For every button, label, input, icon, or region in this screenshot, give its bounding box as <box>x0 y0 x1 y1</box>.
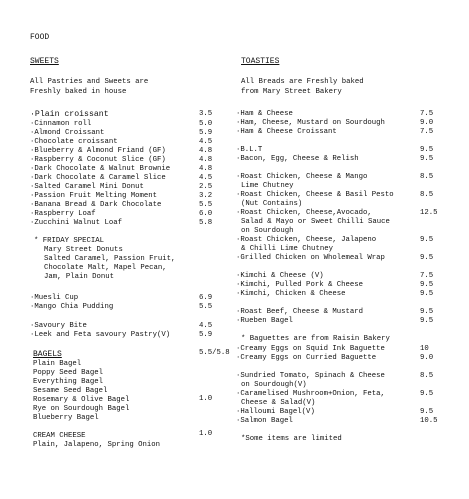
toasties-intro-line-2: from Mary Street Bakery <box>241 88 342 96</box>
menu-item-price: 4.5 <box>199 322 213 330</box>
menu-item-name: ·Dark Chocolate & Caramel Slice <box>30 174 166 182</box>
menu-item-name: Salad & Mayo or Sweet Chilli Sauce <box>241 218 390 226</box>
friday-special-title: * FRIDAY SPECIAL <box>34 237 105 245</box>
menu-item-name: ·Dark Chocolate & Walnut Brownie <box>30 165 171 173</box>
menu-item-price: 9.5 <box>420 236 434 244</box>
menu-item-name: & Chilli Lime Chutney <box>241 245 333 253</box>
menu-item-price: 8.5 <box>420 372 434 380</box>
bagels-heading: BAGELS <box>33 350 62 359</box>
menu-item-name: ·Blueberry & Almond Friand (GF) <box>30 147 166 155</box>
menu-item-price: 4.5 <box>199 174 213 182</box>
menu-item-name: ·Cinnamon roll <box>30 120 92 128</box>
menu-item-price: 5.8 <box>199 219 213 227</box>
menu-item-name: ·Banana Bread & Dark Chocolate <box>30 201 162 209</box>
menu-item-name: ·Roast Beef, Cheese & Mustard <box>236 308 363 316</box>
cream-cheese-options: Plain, Jalapeno, Spring Onion <box>33 441 160 449</box>
menu-item-price: 9.5 <box>420 146 434 154</box>
bagel-item: Rye on Sourdough Bagel <box>33 405 130 413</box>
menu-item-price: 4.5 <box>199 138 213 146</box>
menu-item-name: (Nut Contains) <box>241 200 303 208</box>
menu-item-price: 9.0 <box>420 119 434 127</box>
bagel-item: Sesame Seed Bagel <box>33 387 108 395</box>
menu-item-name: ·Creamy Eggs on Squid Ink Baguette <box>236 345 385 353</box>
menu-item-price: 9.5 <box>420 308 434 316</box>
menu-item-price: 5.9 <box>199 331 213 339</box>
menu-item-price: 7.5 <box>420 272 434 280</box>
menu-item-name: ·Plain croissant <box>30 110 109 119</box>
menu-item-name: on Sourdough(V) <box>241 381 307 389</box>
menu-item-name: ·Raspberry & Coconut Slice (GF) <box>30 156 166 164</box>
menu-item-name: Cheese & Salad(V) <box>241 399 316 407</box>
menu-item-name: ·Chocolate croissant <box>30 138 118 146</box>
toasties-intro-line-1: All Breads are Freshly baked <box>241 78 364 86</box>
menu-item-name: ·Kimchi, Chicken & Cheese <box>236 290 346 298</box>
menu-item-price: 4.8 <box>199 165 213 173</box>
sweets-intro-line-2: Freshly baked in house <box>30 88 127 96</box>
menu-item-name: ·Mango Chia Pudding <box>30 303 114 311</box>
bagels-price: 5.5/5.8 <box>199 349 230 357</box>
menu-item-price: 3.5 <box>199 110 213 118</box>
menu-item-price: 4.8 <box>199 156 213 164</box>
menu-item-price: 9.5 <box>420 390 434 398</box>
menu-item-name: ·Muesli Cup <box>30 294 79 302</box>
menu-item-name: Lime Chutney <box>241 182 294 190</box>
menu-item-price: 5.9 <box>199 129 213 137</box>
menu-item-name: ·Sundried Tomato, Spinach & Cheese <box>236 372 385 380</box>
menu-item-name: ·Grilled Chicken on Wholemeal Wrap <box>236 254 385 262</box>
page-title: FOOD <box>30 33 50 42</box>
menu-item-name: ·Passion Fruit Melting Moment <box>30 192 157 200</box>
menu-item-name: ·Ham, Cheese, Mustard on Sourdough <box>236 119 385 127</box>
bagel-item: Blueberry Bagel <box>33 414 99 422</box>
bagel-extra-price: 1.0 <box>199 395 213 403</box>
menu-item-price: 9.0 <box>420 354 434 362</box>
sweets-intro-line-1: All Pastries and Sweets are <box>30 78 149 86</box>
menu-item-name: ·Halloumi Bagel(V) <box>236 408 315 416</box>
menu-item-price: 10 <box>420 345 429 353</box>
menu-item-name: ·Salted Caramel Mini Donut <box>30 183 144 191</box>
friday-special-line: Salted Caramel, Passion Fruit, <box>44 255 176 263</box>
menu-item-price: 9.5 <box>420 254 434 262</box>
bagel-item: Everything Bagel <box>33 378 104 386</box>
menu-item-name: ·Leek and Feta savoury Pastry(V) <box>30 331 171 339</box>
menu-item-price: 8.5 <box>420 191 434 199</box>
menu-item-name: ·Caramelised Mushroom+Onion, Feta, <box>236 390 385 398</box>
menu-item-price: 2.5 <box>199 183 213 191</box>
menu-item-name: ·Roast Chicken, Cheese & Basil Pesto <box>236 191 394 199</box>
friday-special-line: Mary Street Donuts <box>44 246 123 254</box>
menu-item-name: ·Savoury Bite <box>30 322 87 330</box>
friday-special-line: Jam, Plain Donut <box>44 273 115 281</box>
menu-item-price: 4.8 <box>199 147 213 155</box>
menu-item-price: 9.5 <box>420 317 434 325</box>
menu-item-price: 9.5 <box>420 281 434 289</box>
menu-item-name: ·Ham & Cheese <box>236 110 293 118</box>
menu-item-name: ·Almond Croissant <box>30 129 105 137</box>
menu-item-price: 5.0 <box>199 120 213 128</box>
bagel-item: Rosemary & Olive Bagel <box>33 396 130 404</box>
menu-item-name: ·Creamy Eggs on Curried Baguette <box>236 354 377 362</box>
toasties-heading: TOASTIES <box>241 57 280 66</box>
menu-item-price: 9.5 <box>420 290 434 298</box>
friday-special-line: Chocolate Malt, Mapel Pecan, <box>44 264 167 272</box>
cream-cheese-heading: CREAM CHEESE <box>33 432 86 440</box>
cream-cheese-price: 1.0 <box>199 430 213 438</box>
menu-item-name: ·B.L.T <box>236 146 263 154</box>
menu-item-name: ·Rueben Bagel <box>236 317 293 325</box>
bagel-item: Plain Bagel <box>33 360 82 368</box>
menu-item-price: 8.5 <box>420 173 434 181</box>
menu-item-price: 5.5 <box>199 201 213 209</box>
menu-item-name: on Sourdough <box>241 227 294 235</box>
raisin-bakery-note: * Baguettes are from Raisin Bakery <box>241 335 390 343</box>
menu-item-name: ·Bacon, Egg, Cheese & Relish <box>236 155 359 163</box>
menu-item-name: ·Kimchi, Pulled Pork & Cheese <box>236 281 363 289</box>
menu-item-price: 7.5 <box>420 128 434 136</box>
menu-item-name: ·Kimchi & Cheese (V) <box>236 272 324 280</box>
menu-item-price: 9.5 <box>420 155 434 163</box>
menu-item-name: ·Ham & Cheese Croissant <box>236 128 337 136</box>
menu-item-price: 6.9 <box>199 294 213 302</box>
bagel-item: Poppy Seed Bagel <box>33 369 104 377</box>
menu-item-price: 3.2 <box>199 192 213 200</box>
menu-item-name: ·Salmon Bagel <box>236 417 293 425</box>
menu-item-name: ·Roast Chicken, Cheese, Jalapeno <box>236 236 377 244</box>
menu-item-name: ·Roast Chicken, Cheese & Mango <box>236 173 368 181</box>
menu-item-price: 7.5 <box>420 110 434 118</box>
sweets-heading: SWEETS <box>30 57 59 66</box>
limited-items-footnote: *Some items are limited <box>241 435 342 443</box>
menu-item-name: ·Raspberry Loaf <box>30 210 96 218</box>
menu-item-price: 10.5 <box>420 417 438 425</box>
menu-item-price: 12.5 <box>420 209 438 217</box>
menu-item-price: 9.5 <box>420 408 434 416</box>
menu-item-name: ·Roast Chicken, Cheese,Avocado, <box>236 209 372 217</box>
menu-item-price: 5.5 <box>199 303 213 311</box>
menu-item-name: ·Zucchini Walnut Loaf <box>30 219 122 227</box>
menu-item-price: 6.0 <box>199 210 213 218</box>
